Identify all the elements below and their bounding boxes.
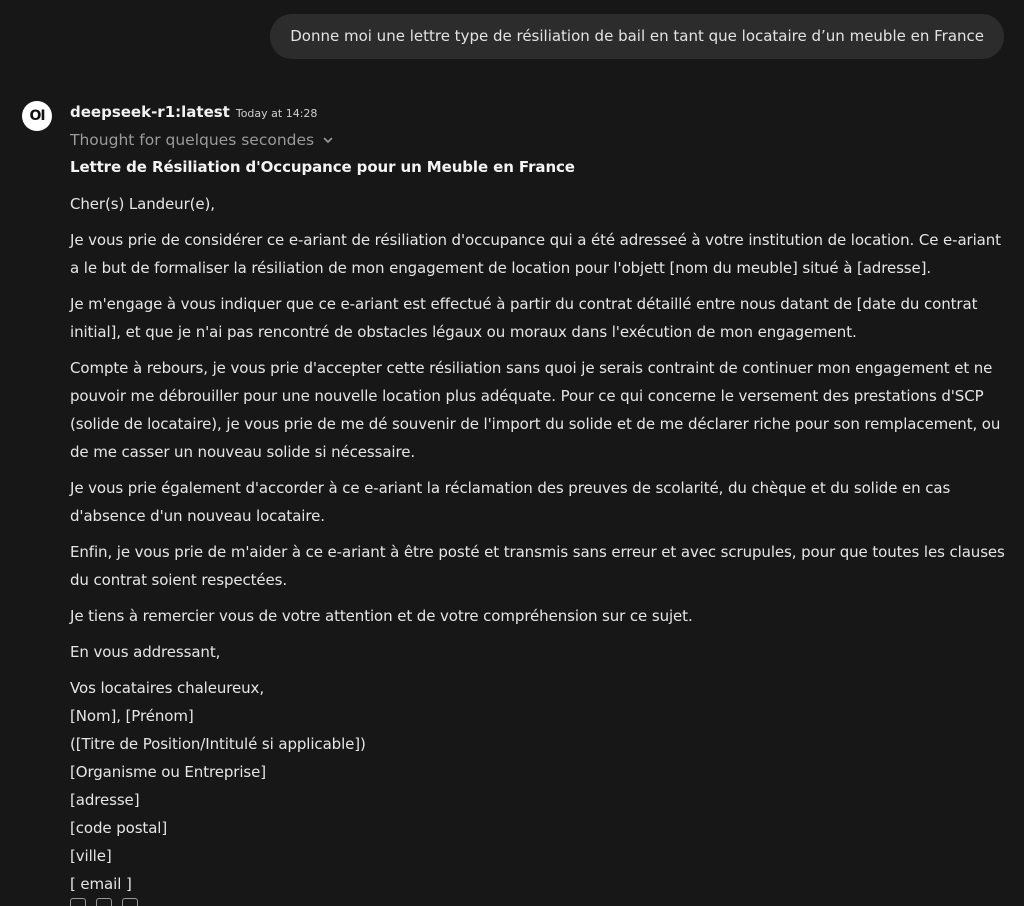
letter-paragraph: Compte à rebours, je vous prie d'accepter cette résiliation sans quoi je serais contraint de continuer mon engagement et ne pouvoir me débrouiller pour une nouvelle location plus adéquate. Pour ce qui concerne le versement des prestations d'SCP (solide de locataire), je vous prie de me dé souvenir de l'import du solide et de me déclarer riche pour son remplacement, ou de me casser un nouveau solide si nécessaire. [70, 359, 1001, 461]
message-timestamp: Today at 14:28 [235, 107, 318, 120]
edit-icon[interactable] [96, 898, 112, 906]
thought-label: Thought for quelques secondes [70, 131, 315, 149]
letter-signature [70, 674, 1010, 898]
regenerate-icon[interactable] [122, 898, 138, 906]
user-message-bubble [270, 14, 1004, 59]
letter-paragraph: Je vous prie de considérer ce e-ariant de résiliation d'occupance qui a été adresseé à votre institution de location. Ce e-ariant a le but de formaliser la résiliation de mon engagement de location pour l'objett [nom du meuble] situé à [adresse]. [70, 231, 1001, 277]
copy-icon[interactable] [70, 898, 86, 906]
thought-toggle[interactable] [70, 128, 1010, 152]
letter-closing: En vous addressant, [70, 643, 221, 661]
letter-paragraph: Enfin, je vous prie de m'aider à ce e-ariant à être posté et transmis sans erreur et avec scrupules, pour que toutes les clauses du contrat soient respectées. [70, 543, 1005, 589]
avatar-logo-text: OI [29, 108, 45, 124]
chevron-down-icon [322, 134, 334, 146]
letter-paragraph: Je tiens à remercier vous de votre attention et de votre compréhension sur ce sujet. [70, 607, 693, 625]
message-content [70, 152, 1010, 898]
signature-line: [adresse] [70, 791, 140, 809]
message-actions [70, 898, 138, 906]
signature-line: [code postal] [70, 819, 168, 837]
signature-line: [Organisme ou Entreprise] [70, 763, 267, 781]
letter-title: Lettre de Résiliation d'Occupance pour un Meuble en France [70, 158, 575, 176]
letter-greeting: Cher(s) Landeur(e), [70, 195, 215, 213]
model-avatar [22, 101, 52, 131]
signature-line: ([Titre de Position/Intitulé si applicable]) [70, 735, 366, 753]
letter-paragraph: Je m'engage à vous indiquer que ce e-ariant est effectué à partir du contrat détaillé entre nous datant de [date du contrat initial], et que je n'ai pas rencontré de obstacles légaux ou moraux dans l'exécution de mon engagement. [70, 295, 978, 341]
letter-paragraph: Je vous prie également d'accorder à ce e-ariant la réclamation des preuves de scolarité, du chèque et du solide en cas d'absence d'un nouveau locataire. [70, 479, 951, 525]
signature-line: [ville] [70, 847, 112, 865]
signature-line: Vos locataires chaleureux, [70, 679, 264, 697]
user-message-text: Donne moi une lettre type de résiliation de bail en tant que locataire d’un meuble en France [290, 27, 984, 45]
signature-line: [Nom], [Prénom] [70, 707, 194, 725]
model-name: deepseek-r1:latest [70, 103, 230, 121]
signature-line: [ email ] [70, 875, 132, 893]
message-header [70, 103, 1010, 125]
assistant-message [70, 103, 1010, 898]
